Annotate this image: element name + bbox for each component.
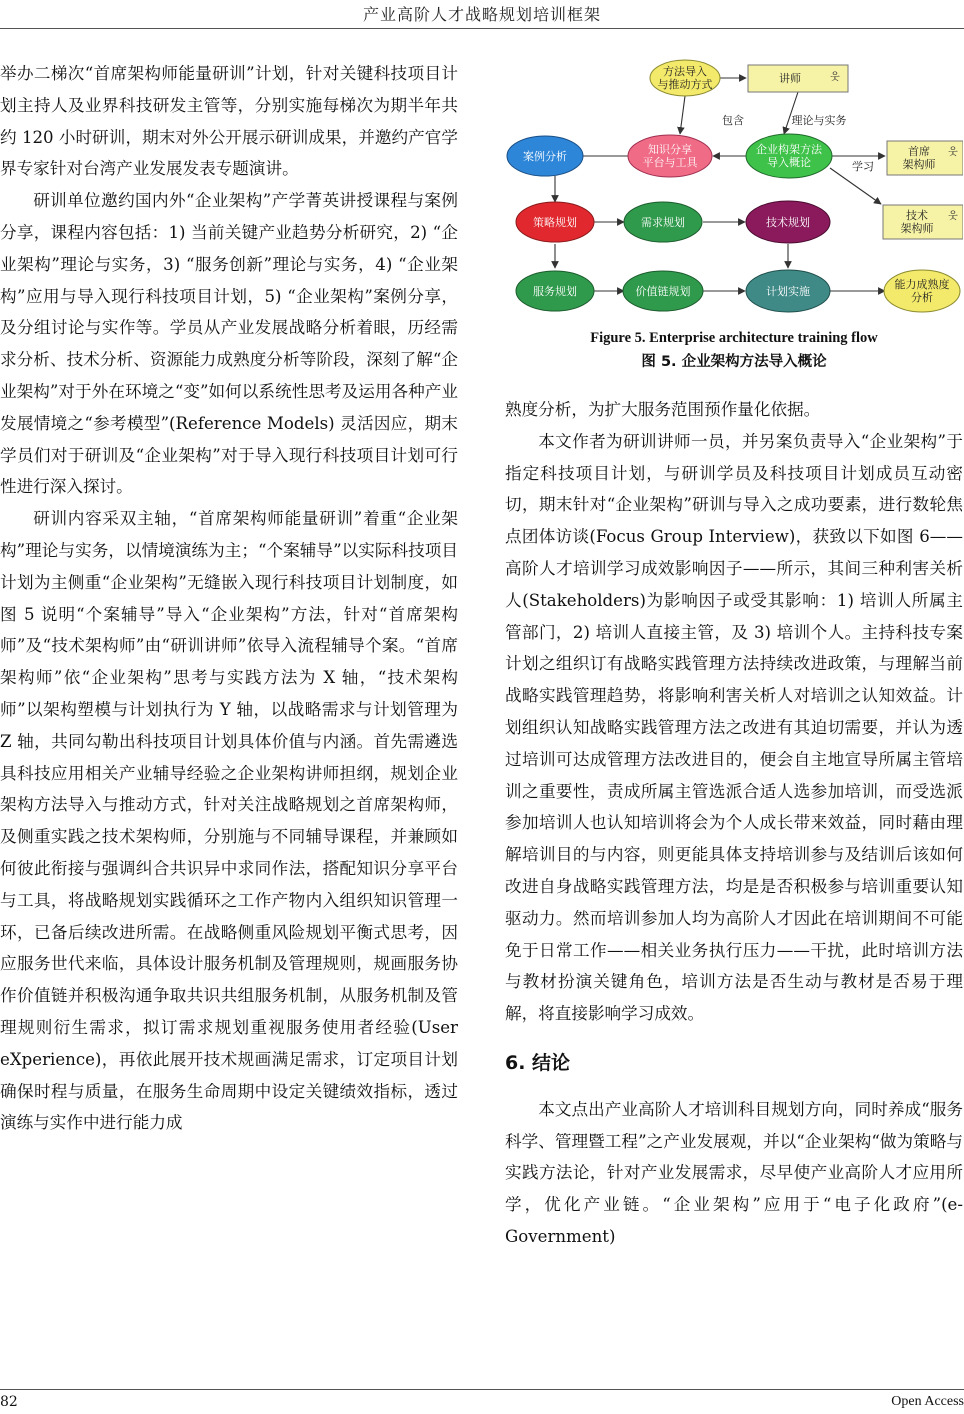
node-tech-text: 技术规划	[766, 216, 810, 229]
paragraph: 研训单位邀约国内外“企业架构”产学菁英讲授课程与案例分享，课程内容包括：1) 当前关键产业趋势分析研究，2) “企业架构”理论与实务，3) “服务创新”理论与实务，4) “企业架构”应用与导入现行科技项目计划，5) “企业架构”案例分享，及分组讨论与实作等。学员从产业发展战略分析着眼，历经需求分析、技术分析、资源能力成熟度分析等阶段，深刻了解“企业架构”对于外在环境之“变”如何以系统性思考及运用各种产业发展情境之“参考模型”(Reference Models) 灵活因应，期末学员们对于研训及“企业架构”对于导入现行科技项目计划可行性进行深入探讨。	[0, 191, 458, 497]
publisher: Open Access	[891, 1394, 964, 1409]
role-chief-arch: 首席架构师	[902, 145, 936, 172]
node-service-text: 服务规划	[533, 285, 577, 298]
ea-training-flow-figure	[505, 56, 963, 326]
footer-rule	[0, 1389, 964, 1390]
edge-label-theory: 理论与实务	[791, 114, 847, 127]
node-value-chain-text: 价值链规划	[635, 285, 691, 298]
node-ea-intro-text: 企业构架方法导入概论	[756, 143, 822, 170]
node-maturity-text: 能力成熟度分析	[894, 278, 950, 305]
person-icon: 웃	[948, 211, 958, 222]
person-icon: 웃	[830, 72, 840, 83]
section-heading: 6. 结论	[505, 1051, 571, 1074]
running-head: 产业高阶人才战略规划培训框架	[362, 5, 601, 24]
role-tech-arch: 技术架构师	[900, 209, 934, 236]
role-lecturer: 讲师	[779, 72, 801, 85]
edge-label-include: 包含	[722, 114, 744, 127]
left-column	[0, 58, 458, 1139]
paragraph: 举办二梯次“首席架构师能量研训”计划，针对关键科技项目计划主持人及业界科技研发主管等，分别实施每梯次为期半年共约 120 小时研训，期末对外公开展示研训成果，并邀约产官学界专家针对台湾产业发展发表专题演讲。	[0, 64, 458, 179]
right-column	[505, 394, 963, 1253]
person-icon: 웃	[948, 147, 958, 158]
node-execution-text: 计划实施	[766, 285, 810, 298]
node-method-line1: 方法导入与推动方式	[657, 65, 713, 92]
paragraph: 熟度分析，为扩大服务范围预作量化依据。	[505, 400, 821, 419]
edge-label-learn: 学习	[852, 160, 874, 173]
page-number: 82	[0, 1394, 18, 1410]
node-knowledge-text: 知识分享平台与工具	[642, 143, 698, 170]
paragraph: 本文点出产业高阶人才培训科目规划方向，同时养成“服务科学、管理暨工程”之产业发展观，并以“企业架构“做为策略与实践方法论，针对产业发展需求，尽早使产业高阶人才应用所学，优化产业链。“企业架构”应用于“电子化政府”(e-Government)	[505, 1099, 963, 1246]
node-strategy-text: 策略规划	[533, 216, 577, 229]
figure-caption-en: Figure 5. Enterprise architecture training flow	[590, 330, 878, 346]
header-rule	[0, 28, 964, 29]
node-case-text: 案例分析	[523, 150, 567, 163]
paragraph: 研训内容采双主轴，“首席架构师能量研训”着重“企业架构”理论与实务，以情境演练为主；“个案辅导”以实际科技项目计划为主侧重“企业架构”无缝嵌入现行科技项目计划制度，如图 5 说明“个案辅导”导入“企业架构”方法，针对“首席架构师”及“技术架构师”由“研训讲师”依导入流程辅导个案。“首席架构师”依“企业架构”思考与实践方法为 X 轴，“技术架构师”以架构塑模与计划执行为 Y 轴，以战略需求与计划管理为 Z 轴，共同勾勒出科技项目计划具体价值与内涵。首先需遴选具科技应用相关产业辅导经验之企业架构讲师担纲，规划企业架构方法导入与推动方式，针对关注战略规划之首席架构师，及侧重实践之技术架构师，分别施与不同辅导课程，并兼顾如何彼此衔接与强调纠合共识异中求同作法，搭配知识分享平台与工具，将战略规划实践循环之工作产物内入组织知识管理一环，已备后续改进所需。在战略侧重风险规划平衡式思考，因应服务世代来临，具体设计服务机制及管理规则，规画服务协作价值链并积极沟通争取共识共组服务机制，从服务机制及管理规则衍生需求，拟订需求规划重视服务使用者经验(User eXperience)，再依此展开技术规画满足需求，订定项目计划确保时程与质量，在服务生命周期中设定关键绩效指标，透过演练与实作中进行能力成	[0, 509, 458, 1133]
figure-caption-zh: 图 5. 企业架构方法导入概论	[641, 354, 827, 370]
paragraph: 本文作者为研训讲师一员，并另案负责导入“企业架构”于指定科技项目计划，与研训学员及科技项目计划成员互动密切，期末针对“企业架构”研训与导入之成功要素，进行数轮焦点团体访谈(Focus Group Interview)，获致以下如图 6——高阶人才培训学习成效影响因子——所示，其间三种利害关析人(Stakeholders)为影响因子或受其影响：1) 培训人所属主管部门，2) 培训人直接主管，及 3) 培训个人。主持科技专案计划之组织订有战略实践管理方法持续改进政策，与理解当前战略实践管理趋势，将影响利害关析人对培训之认知效益。计划组织认知战略实践管理方法之改进有其迫切需要，并认为透过培训可达成管理方法改进目的，便会自主地宣导所属主管培训之重要性，责成所属主管选派合适人选参加培训，而受选派参加培训人也认知培训将会为个人成长带来效益，同时藉由理解培训目的与内容，则更能具体支持培训参与及结训后该如何改进自身战略实践管理方法，均是是否积极参与培训重要认知驱动力。然而培训参加人均为高阶人才因此在培训期间不可能免于日常工作——相关业务执行压力——干扰，此时培训方法与教材扮演关键角色，培训方法是否生动与教材是否易于理解，将直接影响学习成效。	[505, 431, 963, 1024]
node-demand-text: 需求规划	[641, 216, 685, 229]
